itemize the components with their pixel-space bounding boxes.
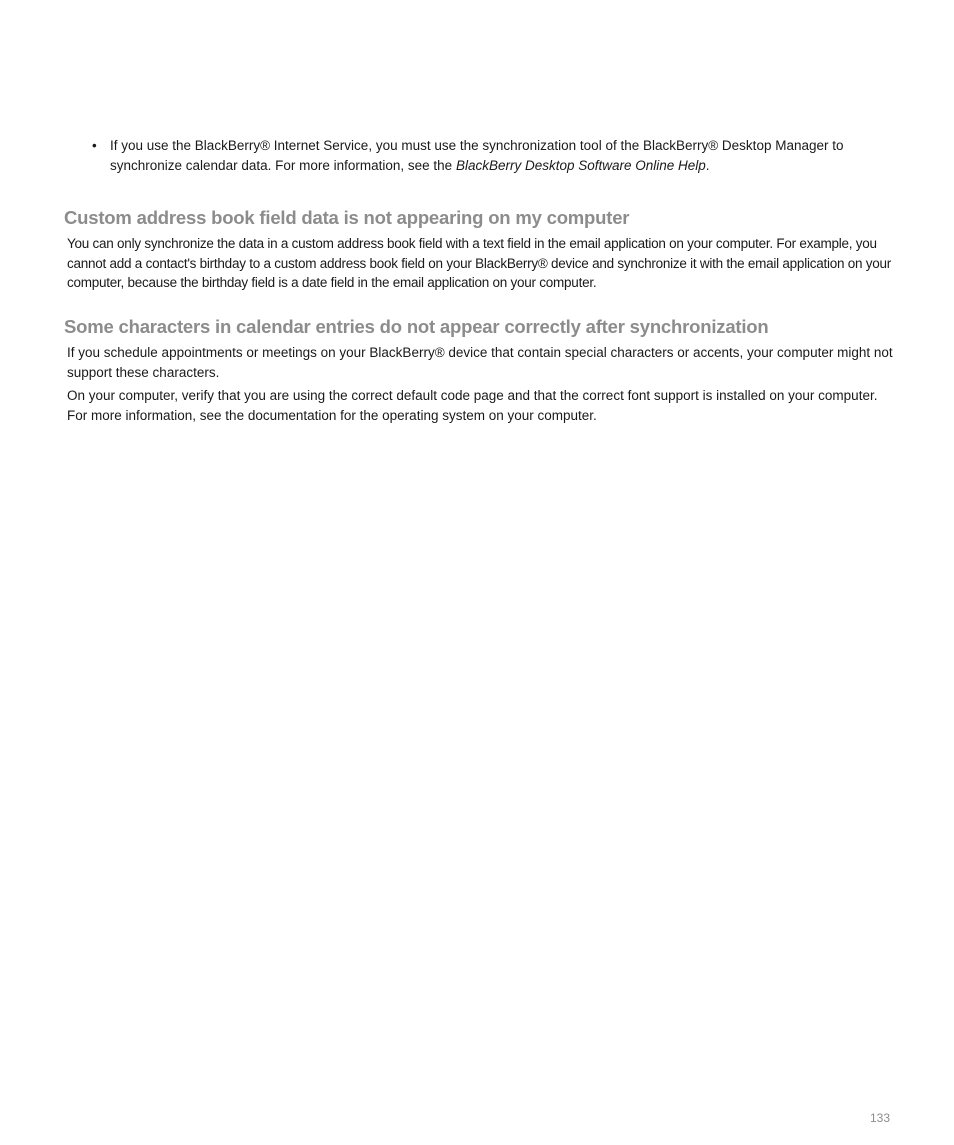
section-paragraph: You can only synchronize the data in a custom address book field with a text field in the email application on your computer. For example, you cannot add a contact's birthday to a custom address book field on your BlackBerry® device and synchronize it with the email application on your computer, because the birthday field is a date field in the email application on your computer. [67,236,891,290]
page-number: 133 [869,1111,890,1125]
help-reference: BlackBerry Desktop Software Online Help [455,157,706,173]
section-paragraph: On your computer, verify that you are using the correct default code page and that the correct font support is installed on your computer. For more information, see the documentation for the operating system on your computer. [67,388,878,423]
bullet-dot: • [92,138,97,153]
bullet-item [92,136,882,175]
section-custom-address-book [64,206,894,297]
bullet-text-end: . [705,157,710,173]
section-calendar-characters [64,315,894,429]
bullet-text: If you use the BlackBerry® Internet Service, you must use the synchronization tool of the BlackBerry® Desktop Manager to synchronize calendar data. For more information, see the [110,138,844,173]
section-heading: Some characters in calendar entries do not appear correctly after synchronization [64,316,769,337]
bullet-list [92,136,882,175]
section-heading: Custom address book field data is not appearing on my computer [64,207,630,228]
section-paragraph: If you schedule appointments or meetings on your BlackBerry® device that contain special characters or accents, your computer might not support these characters. [67,345,893,380]
